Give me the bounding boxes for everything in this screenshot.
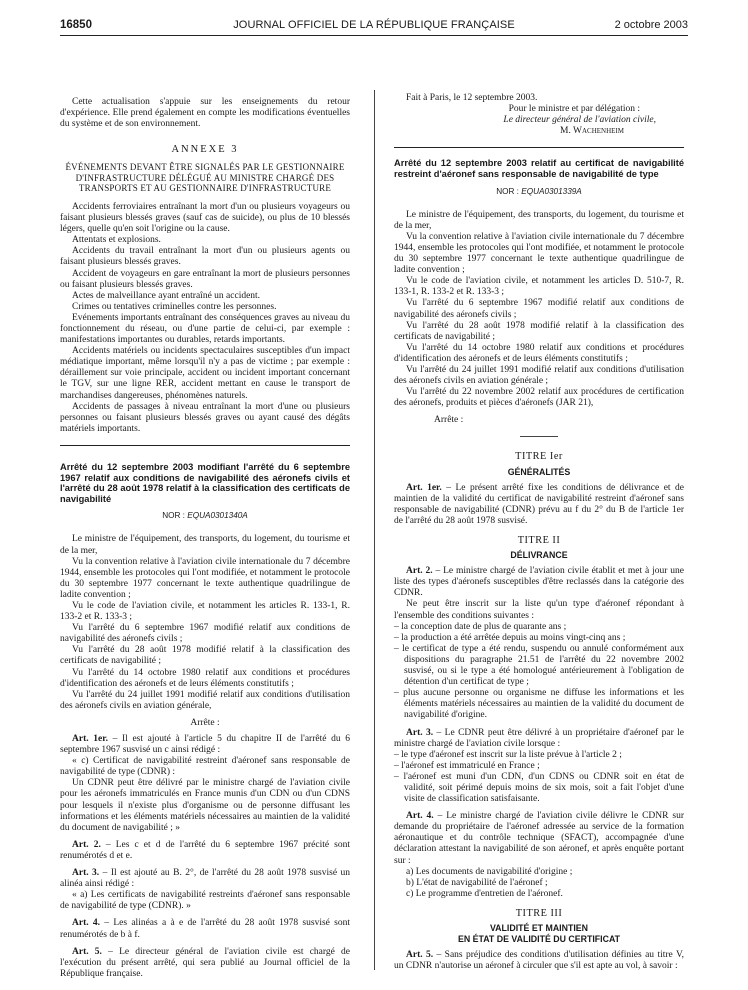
article-2-paragraph: Ne peut être inscrit sur la liste qu'un type d'aéronef répondant à l'ensemble des conditions suivantes : bbox=[394, 599, 684, 621]
article-1-left bbox=[60, 734, 350, 756]
event-item: Attentats et explosions. bbox=[72, 235, 161, 246]
preamble-item: Vu l'arrêté du 14 octobre 1980 relatif aux conditions et procédures d'identification des aéronefs et de leurs éléments constitutifs ; bbox=[394, 342, 684, 364]
nor-reference-right bbox=[394, 186, 684, 197]
article-4-item: c) Le programme d'entretien de l'aéronef. bbox=[406, 888, 563, 899]
preamble-item: Le ministre de l'équipement, des transports, du logement, du tourisme et de la mer, bbox=[60, 534, 350, 556]
article-1-quote: Un CDNR peut être délivré par le ministre chargé de l'aviation civile pour les aéronefs immatriculés en France munis d'un CDN ou d'un CDNS pour lesquels il n'existe plus d'organisme ou de personne diffusant les informations et les éléments matériels nécessaires au maintien de la validité du document de navigabilité ; » bbox=[60, 778, 350, 833]
event-item: Accidents ferroviaires entraînant la mort d'un ou plusieurs voyageurs ou faisant plusieurs blessés graves (sauf cas de suicide), ou plus de 10 blessés légers, quelle qu'en soit l'origine ou la cause. bbox=[60, 201, 350, 235]
article-label: Art. 2. bbox=[72, 839, 101, 850]
titre-1: TITRE Ier bbox=[515, 451, 563, 463]
short-rule bbox=[520, 436, 558, 437]
article-2-left bbox=[60, 840, 350, 862]
article-text: – Il est ajouté à l'article 5 du chapitre II de l'arrêté du 6 septembre 1967 susvisé un c ainsi rédigé : bbox=[60, 734, 350, 756]
preamble-item: Le ministre de l'équipement, des transports, du logement, du tourisme et de la mer, bbox=[394, 209, 684, 231]
annexe-subheading: ÉVÉNEMENTS DEVANT ÊTRE SIGNALÉS PAR LE GESTIONNAIRE D'INFRASTRUCTURE DÉLÉGUÉ AU MINISTRE CHARGÉ DES TRANSPORTS ET AU GESTIONNAIRE D'INFRASTRUCTURE bbox=[65, 162, 345, 193]
preamble-item: Vu l'arrêté du 14 octobre 1980 relatif aux conditions et procédures d'identification des aéronefs et de leurs éléments constitutifs ; bbox=[60, 667, 350, 689]
right-column bbox=[394, 93, 684, 972]
event-item: Accidents du travail entraînant la mort d'un ou plusieurs agents ou faisant plusieurs blessés graves. bbox=[60, 246, 350, 268]
page-number: 16850 bbox=[60, 19, 92, 31]
preamble-item: Vu l'arrêté du 28 août 1978 modifié relatif à la classification des certificats de navigabilité ; bbox=[60, 645, 350, 667]
article-4-left bbox=[60, 918, 350, 940]
article-label: Art. 2. bbox=[406, 566, 433, 577]
preamble-item: Vu l'arrêté du 28 août 1978 modifié relatif à la classification des certificats de navigabilité ; bbox=[394, 320, 684, 342]
arrete-title-right: Arrêté du 12 septembre 2003 relatif au certificat de navigabilité restreint d'aéronef sans responsable de navigabilité de type bbox=[394, 158, 684, 179]
article-4-right bbox=[394, 811, 684, 866]
event-item: Accidents matériels ou incidents spectaculaires susceptibles d'un impact médiatique important, même lorsqu'il n'y a pas de victime ; par exemple : déraillement sur voie principale, accident ou incident important concernant le TGV, sur une ligne RER, accident mettant en cause le transport de marchandises dangereuses, phénomènes naturels. bbox=[60, 346, 350, 401]
titre-3: TITRE III bbox=[515, 907, 563, 919]
preamble-right bbox=[394, 210, 684, 410]
preamble-item: Vu le code de l'aviation civile, et notamment les articles D. 510-7, R. 133-1, R. 133-2 et R. 133-3 ; bbox=[394, 276, 684, 298]
list-item: – plus aucune personne ou organisme ne diffuse les informations et les éléments matériels nécessaires au maintien de la validité du document de navigabilité d'origine. bbox=[394, 688, 684, 721]
titre-3-subtitle-1: VALIDITÉ ET MAINTIEN bbox=[489, 923, 589, 933]
article-2-list bbox=[394, 622, 684, 722]
article-5-right bbox=[394, 950, 684, 972]
article-label: Art. 1er. bbox=[406, 482, 442, 493]
article-label: Art. 5. bbox=[72, 946, 102, 957]
signature-title: Le directeur général de l'aviation civile, bbox=[503, 115, 656, 126]
arrete-title-left: Arrêté du 12 septembre 2003 modifiant l'arrêté du 6 septembre 1967 relatif aux conditions de navigabilité des aéronefs civils et l'arrêté du 28 août 1978 relatif à la classification des certificats de navigabilité bbox=[60, 461, 350, 504]
header-rule bbox=[60, 35, 688, 36]
fait-line: Fait à Paris, le 12 septembre 2003. bbox=[406, 93, 538, 103]
article-3-left bbox=[60, 868, 350, 890]
preamble-item: Vu le code de l'aviation civile, et notamment les articles R. 133-1, R. 133-2 et R. 133-3 ; bbox=[60, 600, 350, 623]
nor-reference-left bbox=[60, 510, 350, 521]
article-label: Art. 3. bbox=[406, 727, 434, 738]
annexe-heading: ANNEXE 3 bbox=[171, 144, 239, 156]
article-text: – Le ministre chargé de l'aviation civile délivre le CDNR sur demande du propriétaire de l'aéronef adressée au service de la formation aéronautique et du contrôle technique (SFACT), accompagnée d'une déclaration attestant la navigabilité de son aéronef, et après enquête portant sur : bbox=[394, 811, 684, 866]
journal-title: JOURNAL OFFICIEL DE LA RÉPUBLIQUE FRANÇAISE bbox=[233, 19, 515, 31]
titre-1-subtitle: GÉNÉRALITÉS bbox=[507, 466, 571, 477]
column-divider bbox=[374, 90, 375, 970]
preamble-left bbox=[60, 534, 350, 712]
article-text: – Il est ajouté au B. 2°, de l'arrêté du 28 août 1978 susvisé un alinéa ainsi rédigé : bbox=[60, 868, 350, 890]
preamble-item: Vu l'arrêté du 24 juillet 1991 modifié relatif aux conditions d'utilisation des aéronefs civils en aviation générale ; bbox=[394, 364, 684, 387]
list-item: – l'aéronef est immatriculé en France ; bbox=[394, 760, 540, 771]
article-4-item: b) L'état de navigabilité de l'aéronef ; bbox=[406, 877, 548, 888]
preamble-item: Vu l'arrêté du 24 juillet 1991 modifié relatif aux conditions d'utilisation des aéronefs civils en aviation générale, bbox=[60, 689, 350, 711]
arrete-word-right: Arrête : bbox=[434, 415, 464, 426]
preamble-item: Vu l'arrêté du 6 septembre 1967 modifié relatif aux conditions de navigabilité des aéronefs civils ; bbox=[394, 298, 684, 320]
signature-line bbox=[394, 115, 684, 126]
list-item: – le certificat de type a été rendu, suspendu ou annulé conformément aux dispositions du paragraphe 21.51 de l'arrêté du 22 novembre 2002 susvisé, ou si le type a été homologué antérieurement à l'obligation de détention d'un certificat de type ; bbox=[394, 643, 684, 688]
preamble-item: Vu l'arrêté du 6 septembre 1967 modifié relatif aux conditions de navigabilité des aéronefs civils ; bbox=[60, 623, 350, 645]
article-5-left bbox=[60, 947, 350, 980]
article-label: Art. 4. bbox=[72, 918, 101, 929]
article-4-item: a) Les documents de navigabilité d'origine ; bbox=[406, 866, 573, 877]
list-item: – l'aéronef est muni d'un CDN, d'un CDNS ou CDNR soit en état de validité, soit périmé depuis moins de six mois, soit a fait l'objet d'une visite de classification satisfaisante. bbox=[394, 771, 684, 805]
article-label: Art. 5. bbox=[406, 950, 434, 961]
publication-date: 2 octobre 2003 bbox=[614, 19, 688, 31]
article-text: – Le ministre chargé de l'aviation civile établit et met à jour une liste des types d'aéronefs susceptibles d'être reclassés dans la catégorie des CDNR. bbox=[394, 566, 684, 599]
article-text: – Le CDNR peut être délivré à un propriétaire d'aéronef par le ministre chargé de l'aviation civile lorsque : bbox=[394, 727, 684, 749]
article-3-list bbox=[394, 750, 684, 805]
list-item: – le type d'aéronef est inscrit sur la liste prévue à l'article 2 ; bbox=[394, 749, 622, 760]
titre-3-subtitle-2: EN ÉTAT DE VALIDITÉ DU CERTIFICAT bbox=[457, 934, 621, 945]
event-item: Crimes ou tentatives criminelles contre les personnes. bbox=[72, 301, 277, 312]
arrete-word-left: Arrête : bbox=[190, 717, 220, 728]
list-item: – la production a été arrêtée depuis au moins vingt-cinq ans ; bbox=[394, 632, 626, 643]
article-2-right bbox=[394, 566, 684, 599]
signature-line: Pour le ministre et par délégation : bbox=[508, 104, 640, 115]
left-column bbox=[60, 97, 350, 980]
article-3-quote: « a) Les certificats de navigabilité restreints d'aéronef sans responsable de navigabilité de type (CDNR). » bbox=[60, 890, 350, 912]
nor-label: NOR : bbox=[162, 511, 185, 521]
event-item: Accidents de passages à niveau entraînant la mort d'une ou plusieurs personnes ou faisant plusieurs blessés graves ou ayant causé des dégâts matériels importants. bbox=[60, 401, 350, 434]
preamble-item: Vu la convention relative à l'aviation civile internationale du 7 décembre 1944, ensemble les protocoles qui l'ont modifiée, et notamment le protocole du 30 septembre 1977 concernant le texte authentique quadrilingue de ladite convention ; bbox=[60, 556, 350, 600]
intro-paragraph: Cette actualisation s'appuie sur les enseignements du retour d'expérience. Elle prend également en compte les modifications éventuelles du système et de son environnement. bbox=[60, 97, 350, 130]
article-text: – Le directeur général de l'aviation civile est chargé de l'exécution du présent arrêté, qui sera publié au Journal officiel de la République française. bbox=[60, 946, 350, 979]
article-label: Art. 3. bbox=[72, 868, 100, 879]
article-label: Art. 4. bbox=[406, 811, 434, 822]
section-rule bbox=[394, 147, 684, 148]
article-1-quote: « c) Certificat de navigabilité restreint d'aéronef sans responsable de navigabilité de type (CDNR) : bbox=[60, 756, 350, 778]
nor-label: NOR : bbox=[496, 186, 519, 196]
article-text: – Les alinéas a à e de l'arrêté du 28 août 1978 susvisé sont renumérotés de b à f. bbox=[60, 918, 350, 940]
nor-code: EQUA0301339A bbox=[521, 186, 582, 196]
section-rule bbox=[60, 445, 350, 446]
article-3-right bbox=[394, 728, 684, 750]
preamble-item: Vu l'arrêté du 22 novembre 2002 relatif aux procédures de certification des aéronefs, produits et pièces d'aéronefs (JAR 21), bbox=[394, 387, 684, 409]
article-label: Art. 1er. bbox=[72, 734, 108, 745]
article-text: – Le présent arrêté fixe les conditions de délivrance et de maintien de la validité du certificat de navigabilité restreint d'aéronef sans responsable de navigabilité (CDNR) prévu au f du 2° du B de l'article 1er de l'arrêté du 28 août 1978 susvisé. bbox=[394, 482, 684, 526]
list-item: – la conception date de plus de quarante ans ; bbox=[394, 621, 567, 632]
event-item: Evénements importants entraînant des conséquences graves au niveau du fonctionnement du réseau, ou d'une partie de celui-ci, par exemple : manifestations importantes ou durables, retards importants. bbox=[60, 312, 350, 346]
article-text: – Sans préjudice des conditions d'utilisation définies au titre V, un CDNR n'autorise un aéronef à circuler que s'il est apte au vol, à savoir : bbox=[394, 950, 684, 972]
signature-name: M. Wachenheim bbox=[560, 126, 624, 137]
titre-2-subtitle: DÉLIVRANCE bbox=[510, 550, 568, 561]
titre-2: TITRE II bbox=[517, 535, 561, 546]
event-item: Accident de voyageurs en gare entraînant la mort de plusieurs personnes ou faisant plusieurs blessés graves. bbox=[60, 268, 350, 290]
article-1-right bbox=[394, 483, 684, 527]
event-item: Actes de malveillance ayant entraîné un accident. bbox=[72, 290, 261, 301]
nor-code: EQUA0301340A bbox=[187, 511, 248, 521]
article-text: – Les c et d de l'arrêté du 6 septembre 1967 précité sont renumérotés d et e. bbox=[60, 839, 350, 861]
preamble-item: Vu la convention relative à l'aviation civile internationale du 7 décembre 1944, ensemble les protocoles qui l'ont modifiée, et notamment le protocole du 30 septembre 1977 concernant le texte authentique quadrilingue de ladite convention ; bbox=[394, 231, 684, 276]
events-list bbox=[60, 202, 350, 435]
